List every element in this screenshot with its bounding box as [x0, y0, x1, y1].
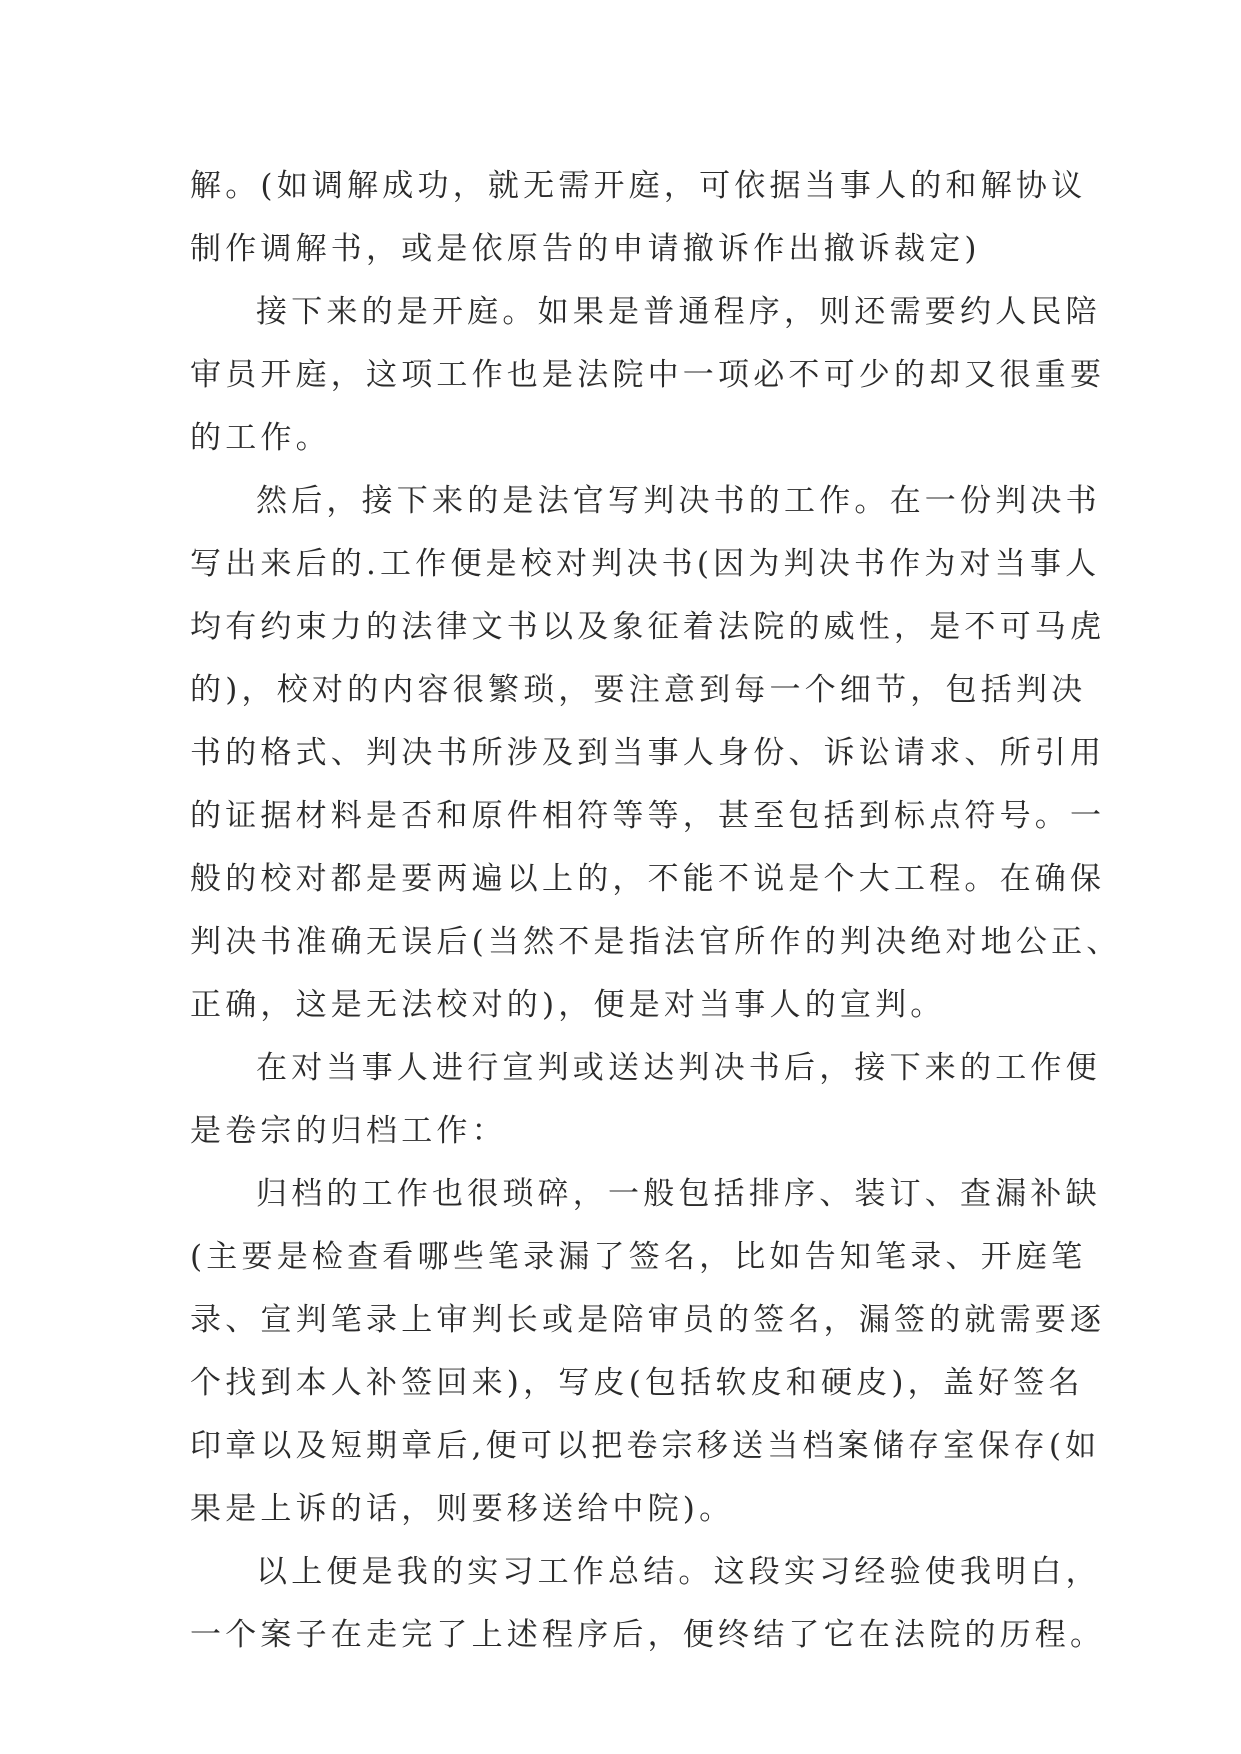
text-line: 的证据材料是否和原件相符等等，甚至包括到标点符号。一 [190, 798, 1106, 834]
paragraph-start-line: 归档的工作也很琐碎，一般包括排序、装订、查漏补缺 [256, 1176, 1101, 1212]
text-line: 均有约束力的法律文书以及象征着法院的威性，是不可马虎 [190, 609, 1106, 645]
text-line: 的)，校对的内容很繁琐，要注意到每一个细节，包括判决 [190, 672, 1087, 708]
text-line: 审员开庭，这项工作也是法院中一项必不可少的却又很重要 [190, 357, 1106, 393]
text-line: (主要是检查看哪些笔录漏了签名，比如告知笔录、开庭笔 [190, 1239, 1087, 1275]
paragraph-start-line: 在对当事人进行宣判或送达判决书后，接下来的工作便 [256, 1050, 1101, 1086]
document-body [190, 158, 1122, 1670]
text-line: 的工作。 [190, 420, 331, 456]
text-line: 个找到本人补签回来)，写皮(包括软皮和硬皮)，盖好签名 [190, 1365, 1084, 1401]
text-line: 果是上诉的话，则要移送给中院)。 [190, 1491, 735, 1527]
text-line: 解。(如调解成功，就无需开庭，可依据当事人的和解协议 [190, 168, 1087, 204]
text-line: 写出来后的.工作便是校对判决书(因为判决书作为对当事人 [190, 546, 1101, 582]
paragraph-start-line: 接下来的是开庭。如果是普通程序，则还需要约人民陪 [256, 294, 1101, 330]
text-line: 正确，这是无法校对的)，便是对当事人的宣判。 [190, 987, 946, 1023]
paragraph-start-line: 以上便是我的实习工作总结。这段实习经验使我明白， [256, 1554, 1101, 1590]
text-line: 录、宣判笔录上审判长或是陪审员的签名，漏签的就需要逐 [190, 1302, 1106, 1338]
text-line: 判决书准确无误后(当然不是指法官所作的判决绝对地公正、 [190, 924, 1122, 960]
paragraph-start-line: 然后，接下来的是法官写判决书的工作。在一份判决书 [256, 483, 1101, 519]
text-line: 书的格式、判决书所涉及到当事人身份、诉讼请求、所引用 [190, 735, 1106, 771]
text-line: 是卷宗的归档工作： [190, 1113, 507, 1149]
text-line: 般的校对都是要两遍以上的，不能不说是个大工程。在确保 [190, 861, 1106, 897]
text-line: 印章以及短期章后,便可以把卷宗移送当档案储存室保存(如 [190, 1428, 1101, 1464]
text-line: 一个案子在走完了上述程序后，便终结了它在法院的历程。 [190, 1617, 1106, 1653]
text-line: 制作调解书，或是依原告的申请撤诉作出撤诉裁定) [190, 231, 981, 267]
